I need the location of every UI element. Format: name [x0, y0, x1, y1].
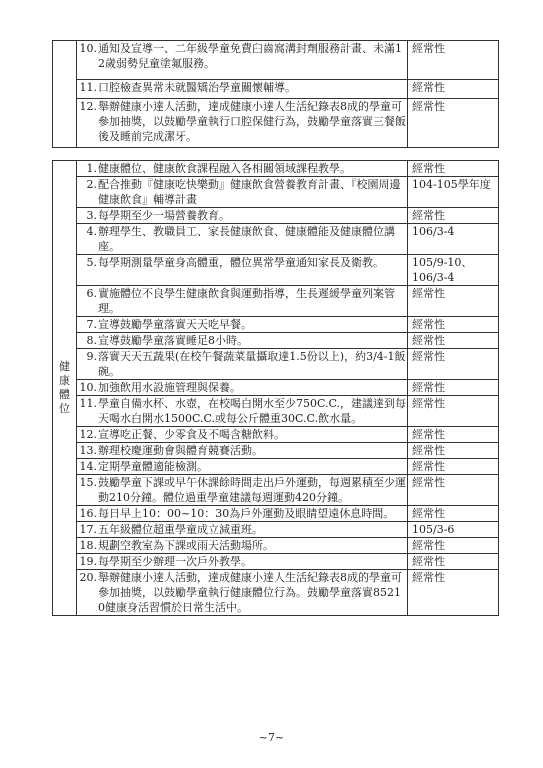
- item-cell: 8. 宣導鼓勵學童落實睡足8小時。: [77, 333, 408, 349]
- schedule-cell: 經常性: [408, 333, 499, 349]
- item-cell: 12. 宣導吃正餐、少零食及不喝含糖飲料。: [77, 427, 408, 443]
- item-cell: 11. 口腔檢查異常未就醫矯治學童關懷輔導。: [77, 80, 408, 99]
- item-text: 每學期至少一場營養教育。: [98, 209, 230, 222]
- schedule-cell: 經常性: [408, 570, 499, 616]
- schedule-cell: 經常性: [408, 538, 499, 554]
- table-row: [53, 538, 499, 554]
- schedule-cell: 105/3-6: [408, 522, 499, 538]
- schedule-cell: 經常性: [408, 349, 499, 380]
- item-cell: 5. 每學期測量學童身高體重，體位異常學童通知家長及衛教。: [77, 255, 408, 286]
- item-cell: 6. 實施體位不良學生健康飲食與運動指導，生長遲緩學童列案管理。: [77, 286, 408, 317]
- table-row: [53, 317, 499, 333]
- item-cell: 1. 健康體位、健康飲食課程融入各相關領域課程教學。: [77, 161, 408, 177]
- table-row: [53, 224, 499, 255]
- schedule-cell: 經常性: [408, 380, 499, 396]
- item-cell: 13. 辦理校慶運動會與體育競賽活動。: [77, 443, 408, 459]
- table-row: [53, 570, 499, 616]
- table-row: [53, 41, 499, 80]
- item-text: 口腔檢查異常未就醫矯治學童關懷輔導。: [98, 81, 296, 94]
- schedule-cell: 104-105學年度: [408, 177, 499, 208]
- item-text: 舉辦健康小達人活動，達成健康小達人生活紀錄表8成的學童可參加抽獎，以鼓勵學童執行健康體位行為。鼓勵學童落實85210健康身活習慣於日常生活中。: [98, 571, 402, 614]
- table-row: [53, 255, 499, 286]
- item-text: 辦理學生、教職員工、家長健康飲食、健康體能及健康體位講座。: [98, 225, 395, 253]
- table-row: [53, 349, 499, 380]
- table-row: [53, 80, 499, 99]
- item-cell: 10. 通知及宣導一、二年級學童免費臼齒窩溝封劑服務計畫、未滿12歲弱勢兒童塗氟服務。: [77, 41, 408, 80]
- item-cell: 16. 每日早上10：00~10：30為戶外運動及眼睛望遠休息時間。: [77, 506, 408, 522]
- schedule-cell: 經常性: [408, 41, 499, 80]
- table-row: [53, 522, 499, 538]
- table-row: [53, 459, 499, 475]
- item-cell: 18. 規劃空教室為下課或雨天活動場所。: [77, 538, 408, 554]
- item-text: 五年級體位超重學童成立減重班。: [98, 523, 263, 536]
- item-text: 辦理校慶運動會與體育競賽活動。: [98, 444, 263, 457]
- item-text: 宣導吃正餐、少零食及不喝含糖飲料。: [98, 428, 285, 441]
- item-cell: 20. 舉辦健康小達人活動，達成健康小達人生活紀錄表8成的學童可參加抽獎，以鼓勵學童執行健康體位行為。鼓勵學童落實85210健康身活習慣於日常生活中。: [77, 570, 408, 616]
- schedule-cell: 經常性: [408, 161, 499, 177]
- item-text: 落實天天五蔬果(在校午餐蔬菜量攝取達1.5份以上)，約3/4-1飯碗。: [98, 350, 406, 378]
- item-cell: 3. 每學期至少一場營養教育。: [77, 208, 408, 224]
- item-cell: 19. 每學期至少辦理一次戶外教學。: [77, 554, 408, 570]
- item-text: 舉辦健康小達人活動，達成健康小達人生活紀錄表8成的學童可參加抽獎，以鼓勵學童執行口腔保健行為，鼓勵學童落實三餐飯後及睡前完成潔牙。: [98, 100, 406, 143]
- schedule-cell: 經常性: [408, 459, 499, 475]
- schedule-cell: 經常性: [408, 208, 499, 224]
- table-row: [53, 286, 499, 317]
- item-text: 通知及宣導一、二年級學童免費臼齒窩溝封劑服務計畫、未滿12歲弱勢兒童塗氟服務。: [98, 42, 402, 70]
- item-text: 每日早上10：00~10：30為戶外運動及眼睛望遠休息時間。: [98, 507, 395, 520]
- table-row: [53, 380, 499, 396]
- schedule-cell: 經常性: [408, 554, 499, 570]
- table-row: [53, 554, 499, 570]
- item-text: 學童自備水杯、水壺，在校喝白開水至少750C.C.，建議達到每天喝水白開水1500C.C.或每公斤體重30C.C.飲水量。: [98, 397, 407, 425]
- table-row: [53, 161, 499, 177]
- table-row: [53, 208, 499, 224]
- table-row: [53, 99, 499, 148]
- item-cell: 7. 宣導鼓勵學童落實天天吃早餐。: [77, 317, 408, 333]
- item-text: 宣導鼓勵學童落實天天吃早餐。: [98, 318, 252, 331]
- page-number: ~7~: [258, 731, 285, 744]
- item-cell: 15. 鼓勵學童下課或早午休課餘時間走出戶外運動，每週累積至少運動210分鐘。體位過重學童建議每週運動420分鐘。: [77, 475, 408, 506]
- schedule-cell: 經常性: [408, 80, 499, 99]
- item-cell: 9. 落實天天五蔬果(在校午餐蔬菜量攝取達1.5份以上)，約3/4-1飯碗。: [77, 349, 408, 380]
- item-cell: 17. 五年級體位超重學童成立減重班。: [77, 522, 408, 538]
- table-row: [53, 427, 499, 443]
- schedule-cell: 經常性: [408, 286, 499, 317]
- table-row: [53, 443, 499, 459]
- item-cell: 11. 學童自備水杯、水壺，在校喝白開水至少750C.C.，建議達到每天喝水白開水1500C.C.或每公斤體重30C.C.飲水量。: [77, 396, 408, 427]
- item-text: 定期學童體適能檢測。: [98, 460, 208, 473]
- category-label: 健康體位: [59, 360, 70, 415]
- schedule-cell: 105/9-10、106/3-4: [408, 255, 499, 286]
- item-cell: 2. 配合推動『健康吃快樂動』健康飲食營養教育計畫、『校園周邊健康飲食』輔導計畫: [77, 177, 408, 208]
- table-row: [53, 506, 499, 522]
- item-text: 實施體位不良學生健康飲食與運動指導，生長遲緩學童列案管理。: [98, 287, 395, 315]
- schedule-cell: 經常性: [408, 99, 499, 148]
- schedule-cell: 經常性: [408, 396, 499, 427]
- schedule-cell: 經常性: [408, 506, 499, 522]
- schedule-cell: 106/3-4: [408, 224, 499, 255]
- item-text: 健康體位、健康飲食課程融入各相關領域課程教學。: [98, 162, 351, 175]
- healthy-weight-table: [52, 160, 499, 616]
- category-cell: [53, 161, 77, 616]
- item-cell: 10. 加強飲用水設施管理與保養。: [77, 380, 408, 396]
- schedule-cell: 經常性: [408, 475, 499, 506]
- schedule-cell: 經常性: [408, 443, 499, 459]
- table-row: [53, 333, 499, 349]
- item-text: 規劃空教室為下課或雨天活動場所。: [98, 539, 274, 552]
- item-text: 加強飲用水設施管理與保養。: [98, 381, 241, 394]
- schedule-cell: 經常性: [408, 317, 499, 333]
- item-cell: 4. 辦理學生、教職員工、家長健康飲食、健康體能及健康體位講座。: [77, 224, 408, 255]
- item-text: 宣導鼓勵學童落實睡足8小時。: [98, 334, 248, 347]
- table-row: [53, 177, 499, 208]
- item-cell: 14. 定期學童體適能檢測。: [77, 459, 408, 475]
- item-text: 配合推動『健康吃快樂動』健康飲食營養教育計畫、『校園周邊健康飲食』輔導計畫: [98, 178, 401, 206]
- oral-health-table: [52, 40, 499, 148]
- item-text: 每學期至少辦理一次戶外教學。: [98, 555, 252, 568]
- category-cell: [53, 41, 77, 148]
- table-row: [53, 475, 499, 506]
- item-text: 每學期測量學童身高體重，體位異常學童通知家長及衛教。: [98, 256, 384, 269]
- table-row: [53, 396, 499, 427]
- item-text: 鼓勵學童下課或早午休課餘時間走出戶外運動，每週累積至少運動210分鐘。體位過重學童建議每週運動420分鐘。: [98, 476, 406, 504]
- item-cell: 12. 舉辦健康小達人活動，達成健康小達人生活紀錄表8成的學童可參加抽獎，以鼓勵學童執行口腔保健行為，鼓勵學童落實三餐飯後及睡前完成潔牙。: [77, 99, 408, 148]
- schedule-cell: 經常性: [408, 427, 499, 443]
